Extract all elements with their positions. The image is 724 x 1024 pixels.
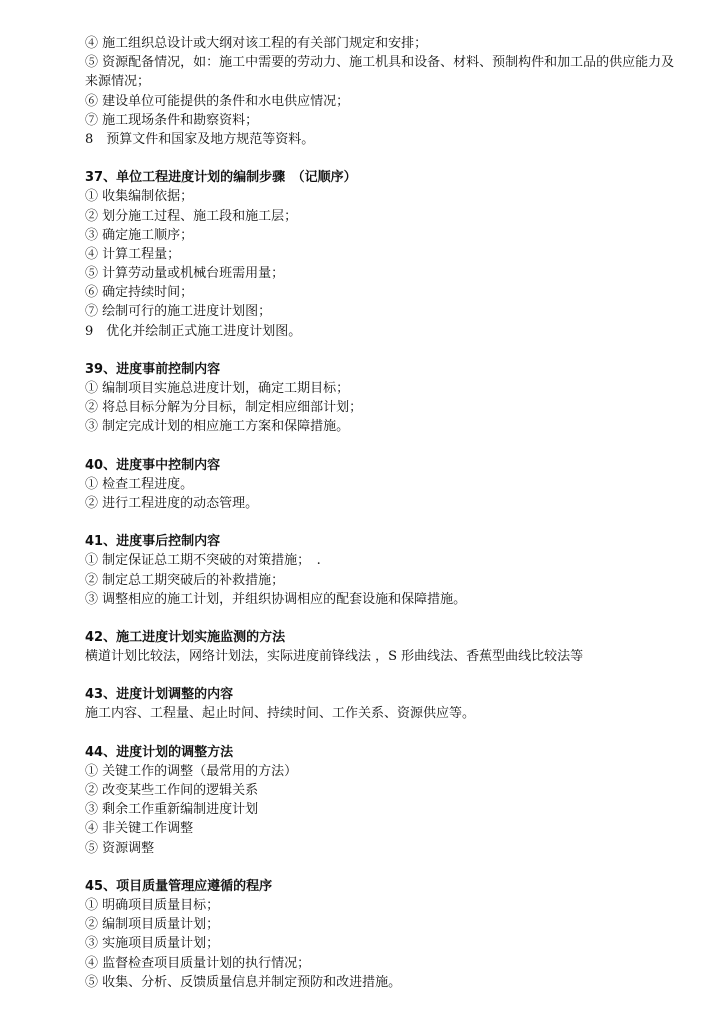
- list-item: ② 划分施工过程、施工段和施工层；: [85, 208, 298, 224]
- list-item: ⑥ 建设单位可能提供的条件和水电供应情况；: [85, 93, 350, 109]
- section-39: [85, 360, 685, 437]
- section-41: [85, 532, 685, 609]
- list-item: ⑦ 施工现场条件和勘察资料；: [85, 112, 259, 128]
- list-item: ① 收集编制依据；: [85, 189, 194, 205]
- list-item: ② 改变某些工作间的逻辑关系: [85, 783, 259, 799]
- list-item: ① 检查工程进度。: [85, 476, 194, 492]
- list-item: ① 制定保证总工期不突破的对策措施； .: [85, 553, 321, 569]
- list-item: ⑤ 资源配备情况，如：施工中需要的劳动力、施工机具和设备、材料、预制构件和加工品的供应能力及来源情况；: [85, 55, 675, 90]
- list-item: ② 将总目标分解为分目标，制定相应细部计划；: [85, 400, 363, 416]
- paragraph: 横道计划比较法，网络计划法，实际进度前锋线法 ，S 形曲线法、香蕉型曲线比较法等: [85, 649, 584, 665]
- list-item: ② 编制项目质量计划；: [85, 917, 220, 933]
- section-heading: 41、进度事后控制内容: [85, 534, 221, 550]
- section-continued-basis: [85, 34, 685, 149]
- list-item: ③ 剩余工作重新编制进度计划: [85, 802, 259, 818]
- list-item: ⑤ 收集、分析、反馈质量信息并制定预防和改进措施。: [85, 974, 402, 990]
- list-item: ③ 实施项目质量计划；: [85, 936, 220, 952]
- list-item: ① 编制项目实施总进度计划，确定工期目标；: [85, 381, 350, 397]
- section-heading: 37、单位工程进度计划的编制步骤 （记顺序）: [85, 170, 357, 186]
- section-42: [85, 628, 685, 666]
- list-item: ④ 监督检查项目质量计划的执行情况；: [85, 955, 311, 971]
- list-item: ③ 制定完成计划的相应施工方案和保障措施。: [85, 419, 350, 435]
- section-43: [85, 685, 685, 723]
- list-item: 9 优化并绘制正式施工进度计划图。: [85, 323, 302, 339]
- section-45: [85, 877, 685, 992]
- list-item: ① 关键工作的调整（最常用的方法）: [85, 763, 298, 779]
- section-44: [85, 743, 685, 858]
- list-item: ⑥ 确定持续时间；: [85, 285, 194, 301]
- list-item: ④ 施工组织总设计或大纲对该工程的有关部门规定和安排；: [85, 36, 428, 51]
- list-item: 8 预算文件和国家及地方规范等资料。: [85, 131, 315, 147]
- paragraph: 施工内容、工程量、起止时间、持续时间、工作关系、资源供应等。: [85, 706, 476, 722]
- section-heading: 39、进度事前控制内容: [85, 361, 221, 377]
- section-heading: 44、进度计划的调整方法: [85, 744, 234, 760]
- section-40: [85, 456, 685, 514]
- section-heading: 40、进度事中控制内容: [85, 457, 221, 473]
- section-heading: 45、项目质量管理应遵循的程序: [85, 878, 273, 894]
- list-item: ② 制定总工期突破后的补救措施；: [85, 572, 285, 588]
- list-item: ③ 调整相应的施工计划，并组织协调相应的配套设施和保障措施。: [85, 591, 467, 607]
- list-item: ⑦ 绘制可行的施工进度计划图；: [85, 304, 272, 320]
- list-item: ② 进行工程进度的动态管理。: [85, 495, 259, 511]
- list-item: ③ 确定施工顺序；: [85, 227, 194, 243]
- list-item: ⑤ 计算劳动量或机械台班需用量；: [85, 266, 285, 282]
- section-37: [85, 168, 685, 341]
- list-item: ⑤ 资源调整: [85, 840, 155, 856]
- section-heading: 43、进度计划调整的内容: [85, 687, 234, 703]
- document-page: [85, 34, 685, 992]
- section-heading: 42、施工进度计划实施监测的方法: [85, 629, 286, 645]
- list-item: ④ 非关键工作调整: [85, 821, 194, 837]
- list-item: ① 明确项目质量目标；: [85, 897, 220, 913]
- list-item: ④ 计算工程量；: [85, 246, 181, 262]
